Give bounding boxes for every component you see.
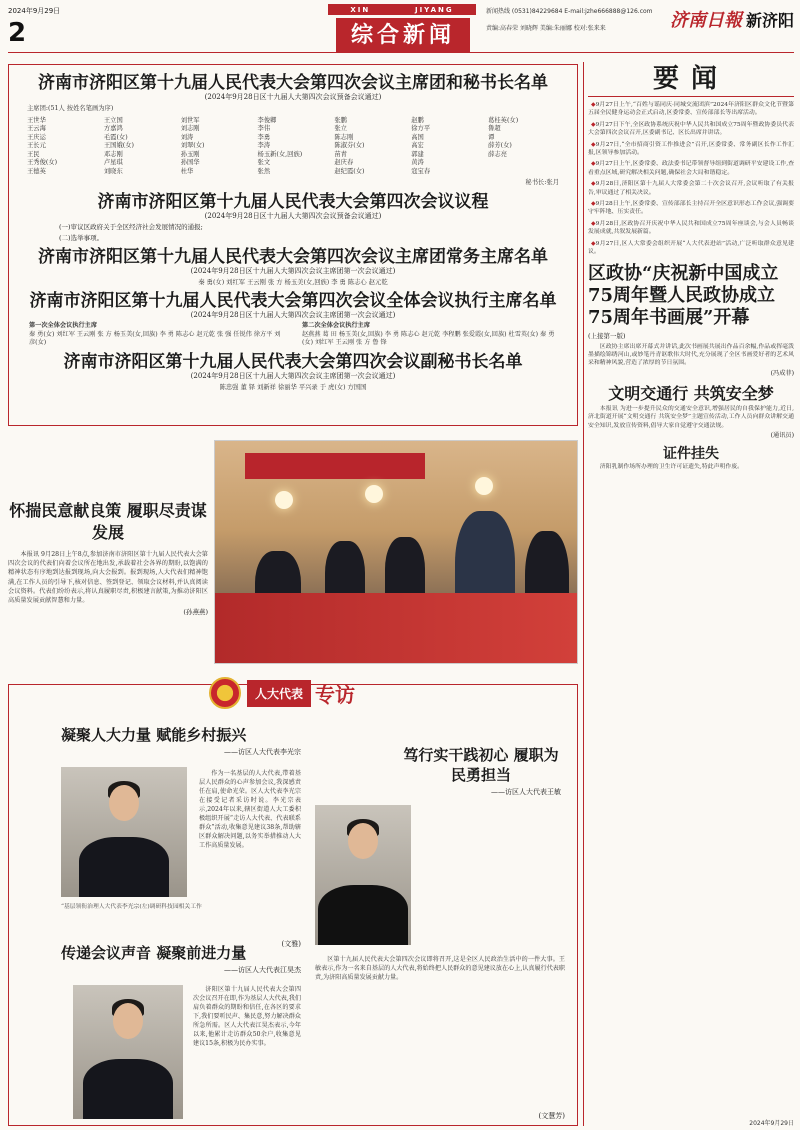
news-brief-item xyxy=(588,121,794,138)
article-1-sub: ——访区人大代表李光宗 xyxy=(224,748,301,756)
news-brief-text: 9月27日,“全市招商引资工作推进会”召开,区委常委、常务副区长作工作汇报,区领导参加活动。 xyxy=(588,141,795,157)
presidium-name: 张文 xyxy=(257,159,271,166)
standing-chair-names: 秦 勇(女) 刘红军 王云刚 张 方 杨玉美(女,回族) 李 勇 陈志心 赵元乾 xyxy=(198,278,388,286)
story-headline: 怀揣民意献良策 履职尽责谋发展 xyxy=(9,501,207,542)
presidium-name: 寇宝春 xyxy=(411,167,431,175)
announcement-box xyxy=(8,64,578,426)
news-brief-text: 9月28日上午,区委常委、宣传部部长主持召开全区意识形态工作会议,强调要守牢阵地、压实责任。 xyxy=(588,201,794,216)
presidium-name: 陈志刚 xyxy=(334,133,354,141)
traffic-article-byline: (通讯员) xyxy=(770,431,794,439)
news-brief-item xyxy=(588,180,794,197)
cppcc-article-body: 区政协主席出席开幕式并讲话,此次书画展共展出作品百余幅,作品或挥毫泼墨描绘锦绣河山,或妙笔丹青讴歌伟大时代,充分展现了全区书画爱好者的艺术风采和精神风貌,营造了浓厚的节日氛围。 xyxy=(588,343,794,367)
presidium-name: 王德英 xyxy=(27,167,46,175)
news-brief-text: 9月27日上午,“百姓与谣同庆·同城交流团滨”2024年济阳区群众文化节暨第五届全民健身运动会正式启动,区委常委、宣传部部长等出席活动。 xyxy=(588,102,794,117)
announce-sub-2: (2024年9月28日区十九届人大第四次会议预备会议通过) xyxy=(204,211,382,220)
presidium-name: 李伟 xyxy=(257,125,271,132)
photo-banner xyxy=(245,453,425,479)
logo-text: 济南日報 xyxy=(669,10,742,31)
article-3-title: 笃行实干践初心 履职为民勇担当 xyxy=(403,746,559,784)
presidium-name: 苗青 xyxy=(334,150,347,158)
photo-table xyxy=(215,593,577,663)
band-word-1: XIN xyxy=(350,5,371,14)
presidium-name: 刘志刚 xyxy=(180,125,200,132)
news-brief-item xyxy=(588,141,794,158)
bullet-icon: ◆ xyxy=(590,181,596,188)
article-3-head xyxy=(401,745,561,797)
presidium-name: 刘世军 xyxy=(180,116,200,124)
cppcc-article-sub: (上接第一版) xyxy=(588,331,626,340)
news-brief-text: 9月27日,区人大常委会组织开展“人大代表进站”活动,广泛听取群众意见建议。 xyxy=(588,240,795,256)
article-1-head xyxy=(61,725,301,757)
presidium-name: 李勇 xyxy=(257,133,271,141)
presidium-name: 徐方平 xyxy=(411,125,431,132)
bullet-icon: ◆ xyxy=(590,161,596,168)
news-brief-item xyxy=(588,200,794,217)
bullet-icon: ◆ xyxy=(590,201,596,208)
article-2-head xyxy=(61,943,301,975)
logo-sub: 新济阳 xyxy=(745,11,794,30)
traffic-article-title: 文明交通行 共筑安全梦 xyxy=(608,383,774,403)
presidium-name: 方嘉鸿 xyxy=(103,125,123,132)
story-byline: (孙燕燕) xyxy=(183,608,208,617)
newspaper-logo xyxy=(670,6,794,32)
news-brief-text: 9月28日,区政协召开庆祝中华人民共和国成立75周年座谈会,与会人员畅谈发展成就,共叙发展新篇。 xyxy=(588,220,795,236)
presidium-name: 张然 xyxy=(257,167,271,175)
presidium-name: 王立国 xyxy=(103,116,123,124)
news-brief-text: 9月28日,济阳区第十九届人大常委会第二十次会议召开,会议听取了有关报告,审议通过了相关决议。 xyxy=(588,181,794,196)
news-brief-item xyxy=(588,220,794,237)
agenda-item: (二)选举事项。 xyxy=(59,233,104,242)
bullet-icon: ◆ xyxy=(590,141,596,148)
presidium-name: 杜华 xyxy=(180,167,194,175)
presidium-name: 高国 xyxy=(411,133,424,141)
interview-tag-label: 专访 xyxy=(315,682,356,707)
traffic-article-body: 本报讯 为进一步提升民众的交通安全意识,增强居民的自我保护能力,近日,济北街道开展“文明交通行 共筑安全梦”主题宣传活动,工作人员向群众讲解交通安全知识,发放宣传资料,倡导大家自觉遵守交通法规。 xyxy=(588,405,794,429)
emblem-icon xyxy=(209,677,241,709)
interview-box xyxy=(8,684,578,1126)
agenda-item: (一)审议区政府关于全区经济社会发展情况的通报; xyxy=(59,222,203,231)
presidium-name: 王国娥(女) xyxy=(103,142,134,149)
cppcc-article-byline: (冯成菲) xyxy=(770,369,794,377)
presidium-name: 卢星琪 xyxy=(103,159,123,166)
section-title: 综合新闻 xyxy=(336,18,470,52)
article-1-title: 凝聚人大力量 赋能乡村振兴 xyxy=(61,726,247,744)
group-1-label: 第一次全体会议执行主席 xyxy=(29,322,98,329)
presidium-name: 李涛 xyxy=(257,142,271,149)
news-brief-item xyxy=(588,101,794,118)
interview-tag: 人大代表 xyxy=(247,680,311,707)
presidium-name: 高宏 xyxy=(411,142,424,149)
page-number: 2 xyxy=(8,18,27,48)
portrait-photo xyxy=(315,805,411,945)
issue-date: 2024年9月29日 xyxy=(8,7,61,15)
news-brief-text: 9月27日上午,区委常委、政法委书记带领督导组到街道调研平安建设工作,查看重点区域,研究解决相关问题,确保社会大局和谐稳定。 xyxy=(588,161,794,176)
news-brief-list xyxy=(588,101,794,257)
article-2-sub: ——访区人大代表江昊杰 xyxy=(224,966,301,974)
article-3-byline: (文慧芳) xyxy=(538,1112,565,1120)
news-brief-title: 要闻 xyxy=(588,62,794,97)
presidium-name: 薛志亮 xyxy=(488,150,507,158)
portrait-head xyxy=(113,1003,143,1039)
photo-story xyxy=(8,440,208,616)
bullet-icon: ◆ xyxy=(590,102,596,108)
masthead-rule xyxy=(8,52,794,53)
group-1-names: 秦 勇(女) 刘红军 王云刚 张 方 杨玉美(女,回族) 李 勇 陈志心 赵元乾 张 强 任锐伟 徐方平 刘 彦(女) xyxy=(29,330,281,346)
presidium-name-list xyxy=(27,117,559,177)
editors-line: 责编:高春荣 刘晓辉 美编:朱丽娜 校对:张来来 xyxy=(486,25,606,32)
interview-header xyxy=(209,673,409,713)
portrait-head xyxy=(109,785,139,821)
article-1-caption: “基层领衔治理人大代表李光宗(左)调研科技园相关工作 xyxy=(61,904,202,910)
contact-line: 新闻热线 (0531)84229684 E-mail:jzhe666888@126.com xyxy=(486,8,653,15)
announce-sub-4: (2024年9月28日区十九届人大第四次会议主席团第一次会议通过) xyxy=(190,311,396,319)
announce-sub-3: (2024年9月28日区十九届人大第四次会议主席团第一次会议通过) xyxy=(190,266,396,275)
announce-title-5: 济南市济阳区第十九届人民代表大会第四次会议副秘书长名单 xyxy=(63,351,523,372)
presidium-name: 王云海 xyxy=(27,125,46,132)
band-word-2: JIYANG xyxy=(414,5,454,14)
article-2-title: 传递会议声音 凝聚前进力量 xyxy=(61,944,247,962)
presidium-name: 薛芳(女) xyxy=(488,142,512,149)
group-2-label: 第二次全体会议执行主席 xyxy=(302,322,371,329)
bullet-icon: ◆ xyxy=(590,220,596,227)
news-brief-text: 9月27日下午,全区政协系统庆祝中华人民共和国成立75周年暨政协委员代表大会第四次会议召开,区委副书记、区长出席并讲话。 xyxy=(588,121,794,137)
announce-sub-1: (2024年9月28日区十九届人大第四次会议预备会议通过) xyxy=(204,93,382,101)
story-body: 本报讯 9月28日上午8点,参加济南市济阳区第十九届人民代表大会第四次会议的代表们向着会议所在地出发,承载着社会各界的期盼,以饱满的精神状态有序地到达报到现场,向大会报到。报到现场,人大代表们精神饱满,在工作人员的引导下,核对信息、签到登记、领取会议材料,并认真阅读会议资料。代表们纷纷表示,将认真履职尽责,积极建言献策,为推动济阳区高质量发展贡献智慧和力量。 xyxy=(8,551,208,605)
portrait-body xyxy=(318,885,408,945)
lost-notice-title: 证件挂失 xyxy=(663,445,719,462)
presidium-name: 陈淑芬(女) xyxy=(334,142,365,149)
presidium-name: 孙玉刚 xyxy=(180,150,200,158)
portrait-photo xyxy=(61,767,187,897)
section-band xyxy=(328,4,476,15)
article-1-body: 作为一名基层的人大代表,带着基层人民群众的心声参加会议,我深感责任在肩,使命光荣。区人大代表李光宗在接受记者采访时说。李光宗表示,2024年以来,辖区街道人大工委积极组织开展“走访人大代表、代表联系群众”活动,收集意见建议38条,帮助辖区群众解决问题,以务实举措推动人大工作高质量发展。 xyxy=(199,770,301,849)
article-3-body: 区第十九届人民代表大会第四次会议即将召开,这是全区人民政治生活中的一件大事。王敏表示,作为一名来自基层的人大代表,将始终把人民群众的意见建议放在心上,认真履行代表职责,为济阳高质量发展贡献力量。 xyxy=(315,956,565,981)
presidium-name: 刘涛 xyxy=(180,133,194,141)
presidium-name: 邓志刚 xyxy=(103,150,123,158)
lost-notice-body: 济阳乳制作场所办理的卫生许可证遗失,特此声明作废。 xyxy=(599,463,744,470)
news-brief-item xyxy=(588,160,794,177)
presidium-name: 王世华 xyxy=(27,116,46,124)
article-3-sub: ——访区人大代表王敏 xyxy=(491,788,561,796)
announce-title-3: 济南市济阳区第十九届人民代表大会第四次会议主席团常务主席名单 xyxy=(38,246,548,267)
presidium-name: 赵庆春 xyxy=(334,159,354,166)
presidium-name: 张立 xyxy=(334,125,347,132)
article-2-body: 济阳区第十九届人民代表大会第四次会议召开在即,作为基层人大代表,我们肩负着群众的期盼和信任,在各区的要求下,我们要听民声、集民意,努力解决群众所急所需。区人大代表江昊杰表示,今年以来,他累计走访群众50余户,收集意见建议15条,积极为民办实事。 xyxy=(193,986,301,1047)
photo-light xyxy=(475,477,493,495)
portrait-head xyxy=(348,823,378,859)
presidium-name: 黄涛 xyxy=(411,159,424,166)
presidium-name: 王民 xyxy=(27,150,40,158)
article-1-byline: (文雅) xyxy=(281,940,301,948)
secretary-general: 秘书长:张月 xyxy=(525,179,559,186)
masthead xyxy=(8,4,794,54)
announce-sub-5: (2024年9月28日区十九届人大第四次会议主席团第一次会议通过) xyxy=(190,371,396,380)
presidium-name: 王庆运 xyxy=(27,133,46,141)
group-2-names: 赵燕燕 葛 田 杨玉美(女,回族) 李 勇 陈志心 赵元乾 李程鹏 张爱霞(女,回族) 杜雪英(女) 秦 勇(女) 刘红军 王云刚 张 方 鲁 锋 xyxy=(302,330,555,346)
presidium-name: 孙国华 xyxy=(180,159,200,166)
presidium-name: 赵鹏 xyxy=(411,116,424,124)
news-brief-item xyxy=(588,240,794,257)
column-divider xyxy=(583,62,584,1126)
presidium-name: 张鹏 xyxy=(334,116,347,124)
portrait-body xyxy=(83,1059,173,1119)
presidium-name: 刘翠(女) xyxy=(180,142,205,149)
cppcc-article-title: 区政协“庆祝新中国成立75周年暨人民政协成立75周年书画展”开幕 xyxy=(588,262,779,328)
presidium-name: 谭 xyxy=(488,133,495,141)
portrait-photo xyxy=(73,985,183,1119)
deputy-secretary-names: 陈忠强 董 铎 刘新祥 徐丽华 平兴录 于 虎(女) 方国国 xyxy=(219,383,367,391)
presidium-name: 李俊卿 xyxy=(257,116,277,124)
presidium-name: 杨玉新(女,回族) xyxy=(257,150,303,158)
bullet-icon: ◆ xyxy=(590,240,596,247)
right-column xyxy=(588,62,794,471)
page-footer-date: 2024年9月29日 xyxy=(749,1120,794,1127)
presidium-name: 王秀俊(女) xyxy=(27,159,58,166)
presidium-name: 刘晓东 xyxy=(103,167,123,175)
announce-title-2: 济南市济阳区第十九届人民代表大会第四次会议议程 xyxy=(97,191,489,212)
presidium-name: 葛桂英(女) xyxy=(488,116,519,124)
presidium-name: 鲁超 xyxy=(488,125,501,132)
presidium-name: 赵纪霞(女) xyxy=(334,167,365,175)
announce-title-4: 济南市济阳区第十九届人民代表大会第四次会议全体会议执行主席名单 xyxy=(29,291,557,311)
executive-chair-groups xyxy=(29,322,557,348)
presidium-name: 王长元 xyxy=(27,142,46,149)
announce-title-1: 济南市济阳区第十九届人民代表大会第四次会议主席团和秘书长名单 xyxy=(38,73,548,93)
presidium-name: 毛霞(女) xyxy=(103,133,128,141)
registration-photo xyxy=(214,440,578,664)
photo-light xyxy=(275,491,293,509)
bullet-icon: ◆ xyxy=(590,121,596,128)
presidium-name: 郭建 xyxy=(411,150,424,158)
presidium-lead: 主席团:(51人 按姓名笔画为序) xyxy=(27,105,114,112)
photo-light xyxy=(365,485,383,503)
portrait-body xyxy=(79,837,169,897)
